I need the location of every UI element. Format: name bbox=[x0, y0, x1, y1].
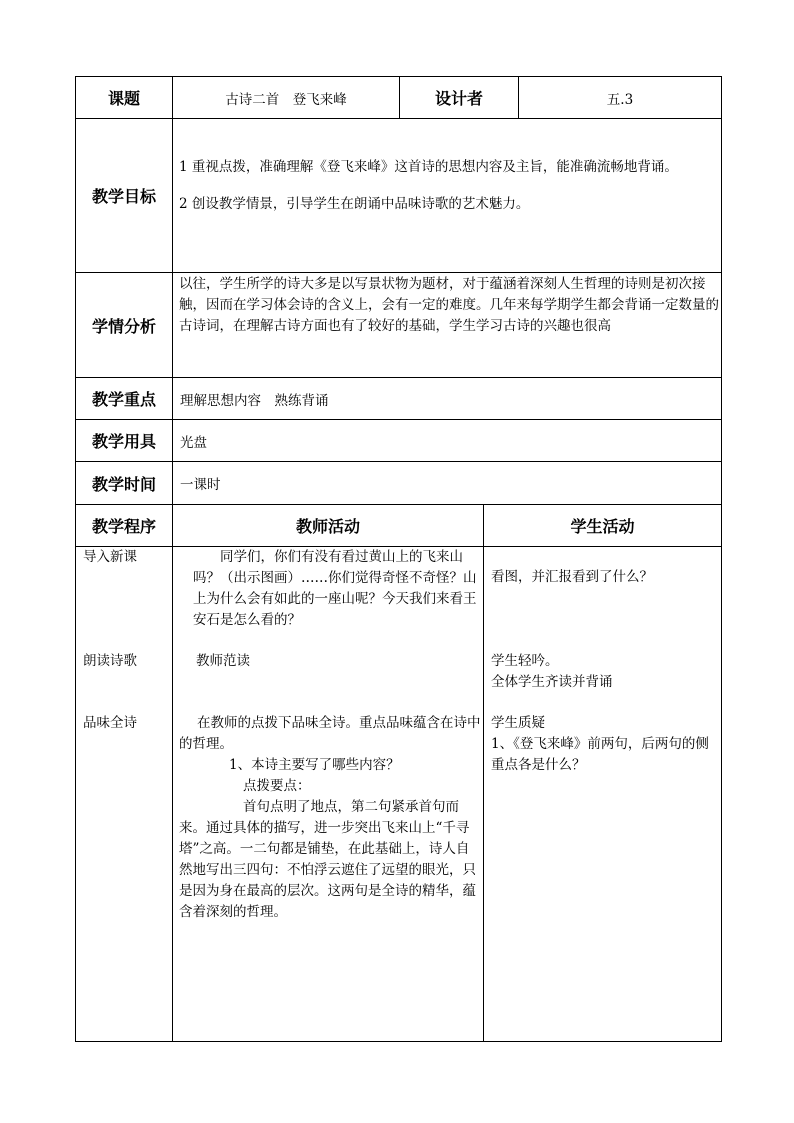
analysis-text: 以往，学生所学的诗大多是以写景状物为题材，对于蕴涵着深刻人生哲理的诗则是初次接触，因而在学习体会诗的含义上，会有一定的难度。几年来每学期学生都会背诵一定数量的古诗词，在理解古诗方面也有了较好的基础，学生学习古诗的兴趣也很高 bbox=[179, 276, 719, 334]
step-name: 朗读诗歌 bbox=[83, 653, 137, 669]
time-label: 教学时间 bbox=[91, 474, 156, 494]
step-name: 品味全诗 bbox=[83, 715, 137, 731]
teacher-text: 首句点明了地点，第二句紧承首句而来。通过具体的描写，进一步突出飞来山上“千寻塔”之高。一二句都是铺垫，在此基础上，诗人自然地写出三四句：不怕浮云遮住了远望的眼光，只是因为身在最高的层次。这两句是全诗的精华，蕴含着深刻的哲理。 bbox=[179, 799, 476, 920]
student-activity-header: 学生活动 bbox=[570, 517, 635, 536]
focus-label: 教学重点 bbox=[91, 390, 156, 409]
focus-value: 理解思想内容 熟练背诵 bbox=[180, 392, 329, 409]
goal-item: 1 重视点拨，准确理解《登飞来峰》这首诗的思想内容及主旨，能准确流畅地背诵。 bbox=[179, 159, 678, 175]
designer-value: 五.3 bbox=[606, 91, 634, 108]
tools-value: 光盘 bbox=[180, 434, 207, 451]
analysis-label: 学情分析 bbox=[91, 316, 156, 336]
topic-label: 课题 bbox=[107, 89, 140, 108]
student-activity bbox=[491, 713, 719, 776]
teacher-activity-intro bbox=[193, 547, 483, 631]
student-text: 1、《登飞来峰》前两句，后两句的侧重点各是什么？ bbox=[491, 736, 709, 773]
step-name: 导入新课 bbox=[83, 549, 137, 565]
time-value: 一课时 bbox=[180, 477, 221, 493]
topic-value: 古诗二首 登飞来峰 bbox=[225, 91, 347, 108]
student-text: 学生质疑 bbox=[491, 715, 545, 731]
analysis-content bbox=[179, 274, 719, 337]
tools-label: 教学用具 bbox=[91, 432, 156, 451]
teacher-text: 在教师的点拨下品味全诗。重点品味蕴含在诗中的哲理。 bbox=[179, 715, 481, 752]
teacher-activity-header: 教师活动 bbox=[295, 517, 360, 536]
teacher-question: 1、本诗主要写了哪些内容？ bbox=[229, 757, 400, 773]
student-activity bbox=[491, 651, 717, 693]
student-text: 学生轻吟。 bbox=[491, 653, 559, 669]
goal-item: 2 创设教学情景，引导学生在朗诵中品味诗歌的艺术魅力。 bbox=[179, 196, 530, 212]
goals-content bbox=[179, 157, 719, 215]
goals-label: 教学目标 bbox=[91, 187, 156, 206]
teacher-hint: 点拨要点： bbox=[243, 778, 311, 794]
student-text: 全体学生齐读并背诵 bbox=[491, 674, 613, 690]
designer-label: 设计者 bbox=[434, 89, 483, 108]
teacher-activity-appreciation bbox=[179, 713, 481, 923]
student-activity: 看图，并汇报看到了什么？ bbox=[491, 569, 653, 585]
teacher-activity-reading: 教师范读 bbox=[196, 653, 250, 669]
teacher-text: 同学们，你们有没有看过黄山上的飞来山吗？（出示图画）……你们觉得奇怪不奇怪？山上为什么会有如此的一座山呢？今天我们来看王安石是怎么看的？ bbox=[193, 549, 477, 628]
procedure-step-header: 教学程序 bbox=[91, 517, 156, 536]
